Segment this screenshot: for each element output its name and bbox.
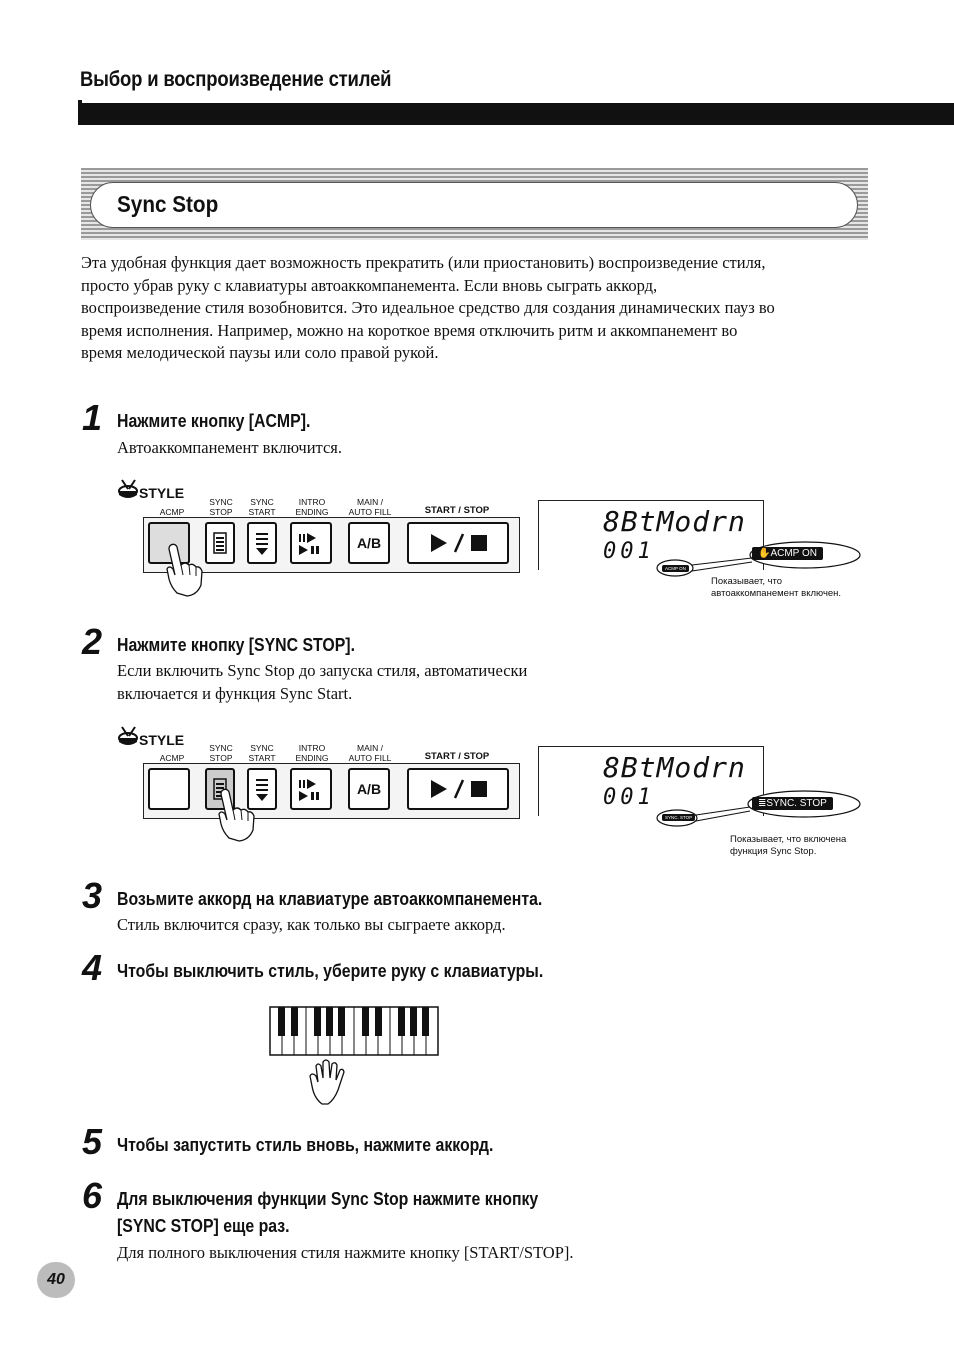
pointing-hand-icon (163, 543, 207, 599)
step-6-heading: Для выключения функции Sync Stop нажмите кнопку (117, 1189, 539, 1209)
start-stop-button[interactable] (407, 522, 509, 564)
sync-stop-label: SYNC STOP (209, 497, 233, 517)
intro-paragraph: Эта удобная функция дает возможность прекратить (или приостановить) воспроизведение стиля, просто убрав руку с клавиатуры автоаккомпанемента. Если вновь сыграть аккорд, воспроизведение стиля возобновится. Это идеальное средство для создания динамических пауз во время исполнения. Например, можно на короткое время отключить ритм и аккомпанемент во время мелодической паузы или соло правой рукой. (81, 253, 775, 363)
style-label: STYLE (139, 732, 185, 748)
acmp-label: ACMP (159, 753, 185, 763)
acmp-on-small-badge: ACMP ON (662, 565, 689, 572)
step-3-heading: Возьмите аккорд на клавиатуре автоаккомпанемента. (117, 889, 543, 909)
lcd-number: 001 (603, 785, 655, 810)
open-hand-icon (310, 1060, 344, 1104)
keyboard-illustration (268, 1006, 440, 1108)
start-stop-button[interactable] (407, 768, 509, 810)
page-number: 40 (37, 1262, 75, 1298)
main-autofill-button[interactable]: A/B (348, 522, 390, 564)
step-2-body: Если включить Sync Stop до запуска стиля, автоматически включается и функция Sync Start. (117, 661, 528, 703)
step-1-body: Автоаккомпанемент включится. (117, 438, 342, 457)
lcd-number: 001 (603, 539, 655, 564)
section-title: Sync Stop (117, 191, 219, 217)
sync-stop-small-badge: SYNC. STOP (662, 814, 695, 821)
step-6-body: Для полного выключения стиля нажмите кнопку [START/STOP]. (117, 1243, 574, 1262)
sync-start-label: SYNC START (248, 497, 276, 517)
step-1-heading: Нажмите кнопку [ACMP]. (117, 411, 311, 431)
intro-ending-button[interactable] (290, 768, 332, 810)
header-bar (78, 103, 954, 125)
acmp-label: ACMP (159, 507, 185, 517)
main-autofill-label: MAIN / AUTO FILL (348, 743, 392, 763)
drum-icon (117, 726, 139, 746)
main-autofill-button[interactable]: A/B (348, 768, 390, 810)
step-5-heading: Чтобы запустить стиль вновь, нажмите аккорд. (117, 1135, 494, 1155)
acmp-button[interactable] (148, 768, 190, 810)
acmp-note: Показывает, что автоаккомпанемент включен. (711, 576, 842, 599)
sync-start-label: SYNC START (248, 743, 276, 763)
start-stop-label: START / STOP (424, 751, 490, 762)
sync-stop-badge: ≣SYNC. STOP (752, 797, 833, 810)
lcd-callout-1 (650, 540, 862, 580)
sync-stop-button[interactable] (205, 522, 235, 564)
step-3-number: 3 (82, 875, 103, 916)
main-autofill-label: MAIN / AUTO FILL (348, 497, 392, 517)
step-4-heading: Чтобы выключить стиль, уберите руку с клавиатуры. (117, 961, 544, 981)
intro-ending-button[interactable] (290, 522, 332, 564)
sync-start-button[interactable] (247, 522, 277, 564)
step-4-number: 4 (82, 947, 103, 988)
style-label: STYLE (139, 485, 185, 501)
acmp-on-badge: ✋ACMP ON (752, 547, 823, 560)
step-2-number: 2 (82, 621, 103, 662)
step-6-number: 6 (82, 1175, 103, 1216)
intro-ending-label: INTRO ENDING (295, 497, 329, 517)
drum-icon (117, 479, 139, 499)
start-stop-label: START / STOP (424, 505, 490, 516)
lcd-style-name: 8BtModrn (603, 751, 746, 784)
lcd-style-name: 8BtModrn (603, 505, 746, 538)
step-2-heading: Нажмите кнопку [SYNC STOP]. (117, 635, 355, 655)
step-1-number: 1 (82, 397, 103, 438)
step-3-body: Стиль включится сразу, как только вы сыграете аккорд. (117, 915, 506, 934)
pointing-hand-icon (215, 788, 259, 844)
step-5-number: 5 (82, 1121, 103, 1162)
step-6-heading-line2: [SYNC STOP] еще раз. (117, 1216, 290, 1236)
sync-stop-label: SYNC STOP (209, 743, 233, 763)
chapter-title: Выбор и воспроизведение стилей (80, 68, 392, 91)
intro-ending-label: INTRO ENDING (295, 743, 329, 763)
sync-stop-note: Показывает, что включена функция Sync Stop. (730, 834, 847, 857)
